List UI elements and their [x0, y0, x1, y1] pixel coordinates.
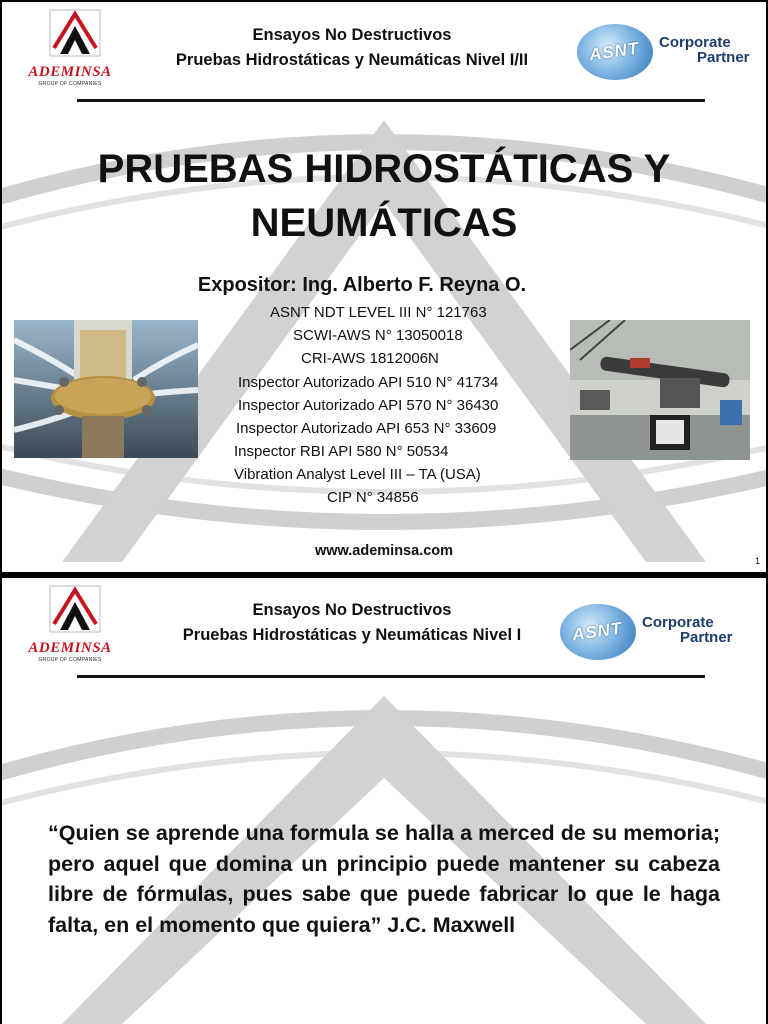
header-line-2: Pruebas Hidrostáticas y Neumáticas Nivel I/II — [175, 51, 529, 69]
logo-tagline: GROUP OF COMPANIES — [38, 657, 102, 663]
ademinsa-logo — [24, 584, 116, 666]
slide-header — [2, 578, 766, 678]
credential-4: Inspector Autorizado API 510 N° 41734 — [238, 374, 499, 391]
slide-2 — [2, 578, 766, 1024]
credential-1: ASNT NDT LEVEL III N° 121763 — [270, 304, 487, 321]
credential-6: Inspector Autorizado API 653 N° 33609 — [236, 420, 497, 437]
header-rule — [77, 99, 705, 102]
header-line-1: Ensayos No Destructivos — [252, 26, 452, 44]
partner-line-2: Partner — [697, 49, 750, 66]
credential-7: Inspector RBI API 580 N° 50534 — [234, 443, 449, 460]
credential-9: CIP N° 34856 — [327, 489, 419, 506]
credential-3: CRI-AWS 1812006N — [301, 350, 439, 367]
logo-name: ADEMINSA — [28, 640, 112, 656]
speaker-name: Expositor: Ing. Alberto F. Reyna O. — [197, 274, 527, 296]
credential-8: Vibration Analyst Level III – TA (USA) — [234, 466, 481, 483]
maxwell-quote: “Quien se aprende una formula se halla a merced de su memoria; pero aquel que domina un principio puede mantener su cabeza libre de fórmulas, pues sabe que puede fabricar lo que le haga falta, en el momento que quiera” J.C. Maxwell — [48, 821, 720, 937]
globe-icon — [577, 24, 653, 80]
partner-line-2: Partner — [680, 629, 733, 646]
logo-name: ADEMINSA — [28, 64, 112, 80]
partner-line-1: Corporate — [642, 614, 714, 631]
partner-line-1: Corporate — [659, 34, 731, 51]
asnt-badge: ASNT — [587, 38, 641, 65]
header-line-2: Pruebas Hidrostáticas y Neumáticas Nivel I — [182, 626, 522, 644]
title-line-1: PRUEBAS HIDROSTÁTICAS Y — [97, 147, 671, 191]
credential-2: SCWI-AWS N° 13050018 — [293, 327, 463, 344]
header-line-1: Ensayos No Destructivos — [252, 601, 452, 619]
slide-title — [42, 142, 726, 250]
credential-5: Inspector Autorizado API 570 N° 36430 — [238, 397, 499, 414]
ademinsa-logo — [24, 8, 116, 90]
slide-1 — [2, 2, 766, 572]
leaking-flange-photo — [14, 320, 198, 458]
title-line-2: NEUMÁTICAS — [250, 201, 518, 245]
pipe-test-workshop-photo — [570, 320, 750, 460]
globe-icon — [560, 604, 636, 660]
asnt-partner-logo — [577, 22, 766, 82]
page-number: 1 — [754, 556, 760, 566]
asnt-badge: ASNT — [570, 618, 624, 645]
asnt-partner-logo — [560, 602, 760, 662]
website-link[interactable]: www.ademinsa.com — [314, 543, 454, 559]
logo-tagline: GROUP OF COMPANIES — [38, 81, 102, 87]
slide-header — [2, 2, 766, 102]
header-rule — [77, 675, 705, 678]
